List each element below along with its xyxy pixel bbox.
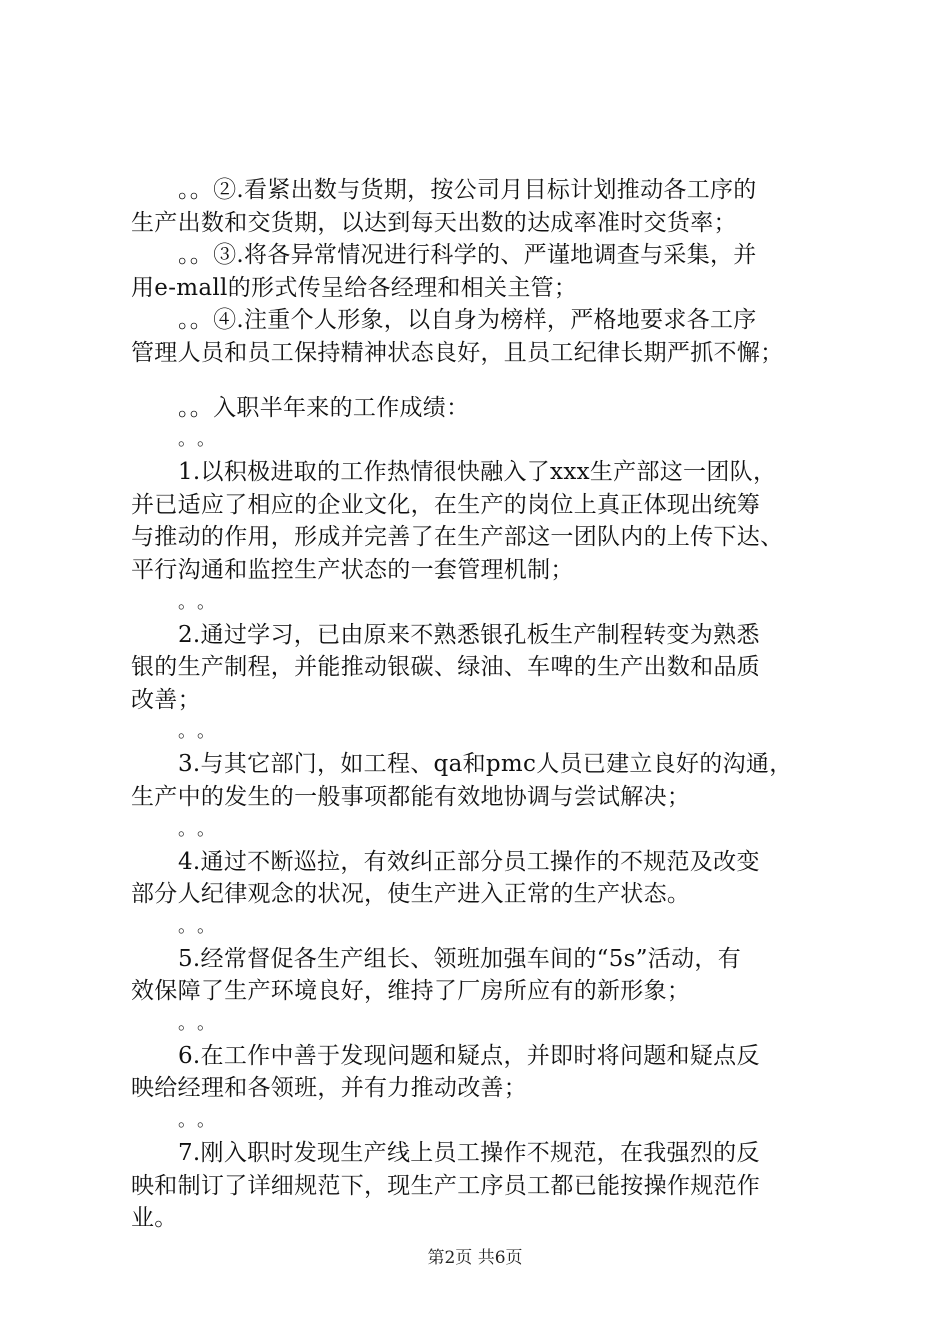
document-body — [131, 174, 831, 1235]
text-line: 2.通过学习，已由原来不熟悉银孔板生产制程转变为熟悉 — [178, 621, 760, 648]
text-line: 业。 — [131, 1205, 178, 1232]
text-line: 映和制订了详细规范下，现生产工序员工都已能按操作规范作 — [131, 1172, 761, 1199]
text-line: 部分人纪律观念的状况，使生产进入正常的生产状态。 — [131, 881, 691, 908]
text-line: 改善； — [131, 686, 201, 713]
text-line: 。。入职半年来的工作成绩： — [178, 394, 470, 421]
text-line: 效保障了生产环境良好，维持了厂房所应有的新形象； — [131, 978, 691, 1005]
text-line: 生产中的发生的一般事项都能有效地协调与尝试解决； — [131, 783, 691, 810]
text-line: 用e-mall的形式传呈给各经理和相关主管； — [131, 274, 578, 301]
text-line: 银的生产制程，并能推动银碳、绿油、车啤的生产出数和品质 — [131, 654, 761, 681]
text-line: 。。③.将各异常情况进行科学的、严谨地调查与采集，并 — [178, 242, 757, 269]
text-line: 5.经常督促各生产组长、领班加强车间的“5s”活动，有 — [178, 945, 741, 972]
text-line: 3.与其它部门，如工程、qa和pmc人员已建立良好的沟通， — [178, 751, 793, 778]
separator-dots: 。。 — [178, 915, 225, 937]
text-line: 。。②.看紧出数与货期，按公司月目标计划推动各工序的 — [178, 177, 757, 203]
text-line: 并已适应了相应的企业文化，在生产的岗位上真正体现出统筹 — [131, 491, 761, 518]
text-line: 生产出数和交货期，以达到每天出数的达成率准时交货率； — [131, 209, 737, 236]
paragraph-gap — [131, 370, 831, 392]
text-line: 。。④.注重个人形象，以自身为榜样，严格地要求各工序 — [178, 307, 757, 334]
text-line: 1.以积极进取的工作热情很快融入了xxx生产部这一团队， — [178, 459, 777, 486]
text-line: 4.通过不断巡拉，有效纠正部分员工操作的不规范及改变 — [178, 848, 760, 875]
page-footer: 第2页 共6页 — [427, 1248, 523, 1268]
separator-dots: 。。 — [178, 721, 225, 743]
separator-dots: 。。 — [178, 818, 225, 840]
text-line: 平行沟通和监控生产状态的一套管理机制； — [131, 556, 574, 583]
text-line: 映给经理和各领班，并有力推动改善； — [131, 1075, 528, 1102]
separator-dots: 。。 — [178, 1012, 225, 1034]
text-line: 6.在工作中善于发现问题和疑点，并即时将问题和疑点反 — [178, 1042, 760, 1069]
separator-dots: 。。 — [178, 591, 225, 613]
text-line: 管理人员和员工保持精神状态良好，且员工纪律长期严抓不懈； — [131, 339, 784, 366]
text-line: 与推动的作用，形成并完善了在生产部这一团队内的上传下达、 — [131, 524, 784, 551]
separator-dots: 。。 — [178, 1110, 225, 1132]
text-line: 7.刚入职时发现生产线上员工操作不规范，在我强烈的反 — [178, 1140, 760, 1167]
separator-dots: 。。 — [178, 429, 225, 451]
